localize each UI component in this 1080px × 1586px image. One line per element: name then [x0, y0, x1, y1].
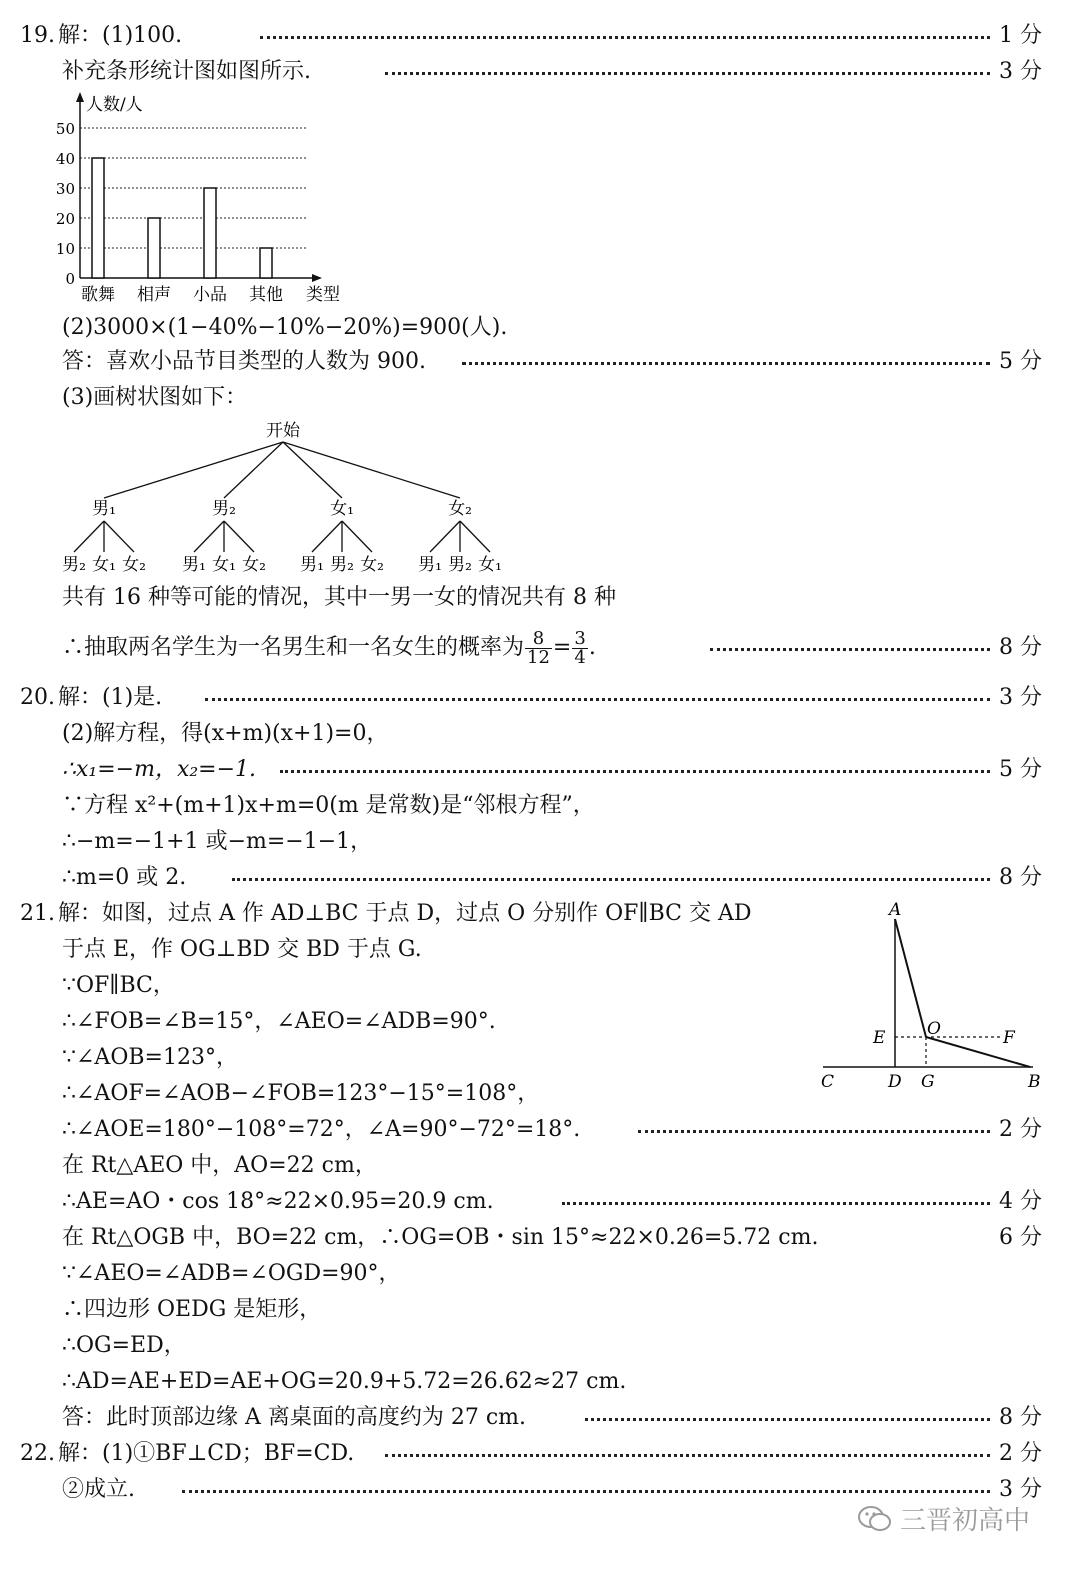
q21-construction-2: 于点 E，作 OG⊥BD 交 BD 于点 G. [62, 937, 422, 962]
tree-edge [312, 521, 342, 552]
score: 3 分 [999, 685, 1042, 710]
tree-edge [104, 442, 283, 498]
q21-construction: 解：如图，过点 A 作 AD⊥BC 于点 D，过点 O 分别作 OF∥BC 交 AD [58, 901, 752, 926]
score: 6 分 [999, 1225, 1042, 1250]
q19-probability: ∴抽取两名学生为一名男生和一名女生的概率为 $\frac{8}{12}$ = $\frac{3}{4}$ . [62, 627, 596, 668]
y-axis-label: 人数/人 [86, 95, 143, 115]
bar-1 [92, 158, 104, 278]
dot-leader [710, 648, 990, 651]
q21-step: ∵∠AOB=123°， [62, 1045, 238, 1070]
label-c: C [821, 1072, 835, 1092]
score: 8 分 [999, 865, 1042, 890]
q20-solve: (2)解方程，得(x+m)(x+1)=0， [62, 721, 389, 746]
label-d: D [888, 1072, 902, 1092]
tree-leaf-label: 男₁ [182, 555, 206, 575]
tree-edge [194, 521, 224, 552]
q20-answer: ∴m=0 或 2. [62, 865, 187, 890]
watermark [858, 1500, 1030, 1537]
q20-line-3 [0, 752, 1080, 788]
tree-edge [104, 521, 134, 552]
watermark-text: 三晋初高中 [899, 1506, 1030, 1536]
q22-line-1 [0, 1436, 1080, 1472]
tree-leaf-label: 女₂ [360, 555, 384, 575]
bar-4 [260, 248, 272, 278]
score: 8 分 [999, 1405, 1042, 1430]
q20-line-4 [0, 788, 1080, 824]
x-tick-label: 相声 [137, 285, 171, 305]
x-axis-arrow [312, 274, 322, 282]
tree-leaf-label: 男₁ [418, 555, 442, 575]
tree-edge [224, 521, 254, 552]
tree-leaf-label: 女₂ [242, 555, 266, 575]
tree-branch-label: 女₁ [330, 499, 354, 519]
q21-line-12 [0, 1292, 1080, 1328]
dot-leader [205, 698, 990, 701]
label-o: O [927, 1019, 941, 1039]
tree-leaf-label: 女₁ [92, 555, 116, 575]
dot-leader [638, 1130, 990, 1133]
q21-line-8 [0, 1148, 1080, 1184]
q19-line-5 [0, 380, 1080, 416]
dot-leader [385, 72, 990, 75]
dot-leader [260, 36, 990, 39]
x-axis-label: 类型 [306, 285, 340, 305]
q20-line-5 [0, 824, 1080, 860]
score: 1 分 [999, 23, 1042, 48]
tree-edge [74, 521, 104, 552]
tree-branch-label: 女₂ [448, 499, 472, 519]
dot-leader [585, 1418, 990, 1421]
q21-step: 在 Rt△AEO 中，AO=22 cm， [62, 1153, 377, 1178]
y-axis-arrow [76, 92, 84, 102]
q21-line-15 [0, 1400, 1080, 1436]
tree-leaf-label: 女₂ [122, 555, 146, 575]
geometry-figure [815, 895, 1050, 1095]
score: 4 分 [999, 1189, 1042, 1214]
q19-line-3 [0, 310, 1080, 346]
q19-line-1 [0, 18, 1080, 54]
q21-line-11 [0, 1256, 1080, 1292]
tree-leaf-label: 男₁ [300, 555, 324, 575]
q21-step: 在 Rt△OGB 中，BO=22 cm，∴OG=OB・sin 15°≈22×0.26=5.72 cm. [62, 1225, 819, 1250]
q21-answer: 答：此时顶部边缘 A 离桌面的高度约为 27 cm. [62, 1405, 527, 1430]
q21-line-10 [0, 1220, 1080, 1256]
y-tick-label: 30 [55, 180, 75, 198]
q20-part1: 解：(1)是. [58, 685, 163, 710]
score: 5 分 [999, 757, 1042, 782]
q19-line-2 [0, 54, 1080, 90]
score: 5 分 [999, 349, 1042, 374]
y-tick-label: 10 [55, 240, 75, 258]
tree-edge [460, 521, 490, 552]
q22-part1: 解：(1)①BF⊥CD；BF=CD. [58, 1441, 355, 1466]
q20-number: 20. [20, 685, 55, 710]
q19-part2-answer: 答：喜欢小品节目类型的人数为 900. [62, 349, 426, 374]
q22-part2: ②成立. [62, 1477, 135, 1502]
q20-condition: ∵方程 x²+(m+1)x+m=0(m 是常数)是“邻根方程”， [62, 793, 595, 818]
q19-outcomes: 共有 16 种等可能的情况，其中一男一女的情况共有 8 种 [62, 585, 616, 610]
score: 2 分 [999, 1441, 1042, 1466]
wechat-icon [858, 1505, 892, 1533]
tree-leaf-label: 女₁ [212, 555, 236, 575]
q21-step: ∴OG=ED， [62, 1333, 186, 1358]
q21-number: 21. [20, 901, 55, 926]
dot-leader [462, 362, 990, 365]
q19-line-7 [0, 626, 1080, 670]
q21-step: ∵∠AEO=∠ADB=∠OGD=90°， [62, 1261, 401, 1286]
line-ao [895, 919, 926, 1037]
q21-line-13 [0, 1328, 1080, 1364]
tree-branch-label: 男₂ [212, 499, 236, 519]
q20-cases: ∴−m=−1+1 或−m=−1−1， [62, 829, 373, 854]
q21-step: ∴四边形 OEDG 是矩形， [62, 1297, 322, 1322]
tree-diagram [40, 414, 520, 582]
q19-line-4 [0, 344, 1080, 380]
x-tick-label: 其他 [249, 285, 283, 305]
score: 3 分 [999, 1477, 1042, 1502]
label-g: G [921, 1072, 935, 1092]
q21-step: ∴∠AOF=∠AOB−∠FOB=123°−15°=108°， [62, 1081, 540, 1106]
tree-edge [283, 442, 342, 498]
x-tick-label: 歌舞 [81, 285, 115, 305]
q21-step: ∴∠FOB=∠B=15°，∠AEO=∠ADB=90°. [62, 1009, 496, 1034]
tree-leaf-label: 男₂ [330, 555, 354, 575]
q21-step: ∵OF∥BC， [62, 973, 175, 998]
label-a: A [889, 900, 902, 920]
q19-chart-note: 补充条形统计图如图所示. [62, 59, 311, 84]
q20-line-1 [0, 680, 1080, 716]
tree-leaf-label: 男₂ [62, 555, 86, 575]
tree-edge [283, 442, 460, 498]
score: 3 分 [999, 59, 1042, 84]
q19-part1-answer: 解：(1)100. [58, 23, 183, 48]
bar-2 [148, 218, 160, 278]
q19-part3-intro: (3)画树状图如下： [62, 385, 248, 410]
q21-line-14 [0, 1364, 1080, 1400]
q19-line-6 [0, 580, 1080, 616]
dot-leader [232, 878, 990, 881]
dot-leader [182, 1490, 990, 1493]
dot-leader [280, 770, 990, 773]
q19-number: 19. [20, 23, 55, 48]
tree-leaf-label: 男₂ [448, 555, 472, 575]
q21-step: ∴∠AOE=180°−108°=72°，∠A=90°−72°=18°. [62, 1117, 581, 1142]
bar-chart [50, 88, 360, 310]
bar-3 [204, 188, 216, 278]
tree-edge [224, 442, 283, 498]
tree-edge [342, 521, 372, 552]
y-tick-label: 20 [55, 210, 75, 228]
q21-step: ∴AD=AE+ED=AE+OG=20.9+5.72=26.62≈27 cm. [62, 1369, 627, 1394]
tree-edge [430, 521, 460, 552]
dot-leader [385, 1454, 990, 1457]
y-tick-label: 40 [55, 150, 75, 168]
q21-step: ∴AE=AO・cos 18°≈22×0.95=20.9 cm. [62, 1189, 494, 1214]
q21-line-7 [0, 1112, 1080, 1148]
score: 8 分 [999, 635, 1042, 660]
score: 2 分 [999, 1117, 1042, 1142]
tree-branch-label: 男₁ [92, 499, 116, 519]
q22-number: 22. [20, 1441, 55, 1466]
y-tick-label: 0 [65, 270, 75, 288]
dot-leader [562, 1202, 990, 1205]
label-e: E [873, 1028, 886, 1048]
label-f: F [1003, 1028, 1015, 1048]
q21-line-9 [0, 1184, 1080, 1220]
q20-roots: ∴x₁=−m，x₂=−1. [62, 757, 257, 782]
label-b: B [1028, 1072, 1041, 1092]
x-tick-label: 小品 [193, 285, 227, 305]
tree-root: 开始 [266, 421, 300, 441]
q19-part2-calc: (2)3000×(1−40%−10%−20%)=900(人). [62, 315, 508, 340]
y-tick-label: 50 [55, 120, 75, 138]
tree-leaf-label: 女₁ [478, 555, 502, 575]
q20-line-6 [0, 860, 1080, 896]
q20-line-2 [0, 716, 1080, 752]
